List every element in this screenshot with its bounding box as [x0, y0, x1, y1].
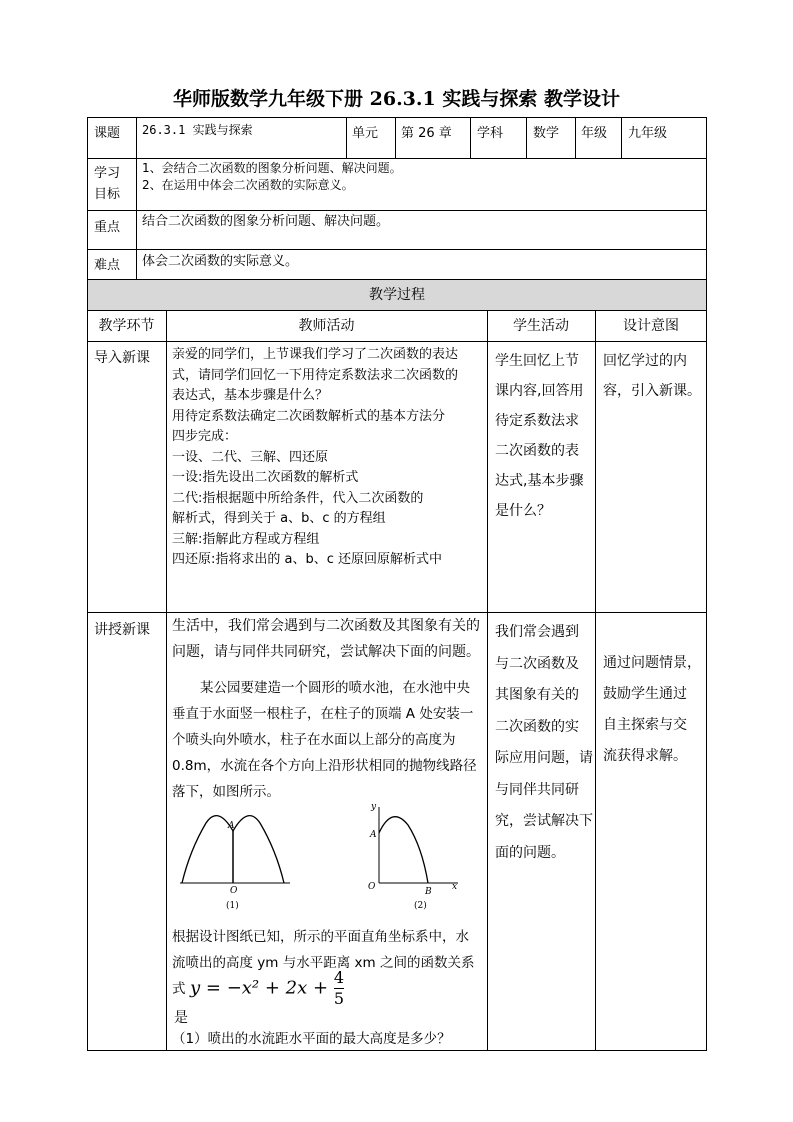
text-line: 二次函数的实: [495, 718, 579, 735]
row1-student: [495, 346, 593, 526]
text-line: 生活中，我们常会遇到与二次函数及其图象有关的: [172, 618, 480, 634]
table-border: [87, 279, 707, 280]
text-line: 流获得求解。: [603, 748, 687, 764]
text-line: 四步完成：: [172, 429, 238, 444]
origin-label: O: [368, 882, 376, 892]
point-a-label: A: [370, 830, 377, 840]
table-border: [87, 341, 707, 342]
table-border: [87, 249, 707, 250]
formula-main: y = −x² + 2x +: [190, 977, 334, 999]
text-line: 鼓励学生通过: [603, 686, 687, 702]
row2-problem: [172, 675, 486, 805]
formula-fraction: [334, 968, 344, 1009]
table-border: [87, 1050, 707, 1051]
subject-value: 数学: [533, 126, 560, 141]
row1-teacher: [172, 345, 486, 571]
row1-stage: 导入新课: [94, 350, 150, 366]
right-parabola: [233, 816, 284, 883]
difficulty-label: 难点: [94, 258, 121, 273]
grade-value: 九年级: [628, 126, 668, 141]
text-line: 二代:指根据题中所给条件，代入二次函数的: [172, 490, 424, 506]
left-parabola: [182, 816, 233, 883]
text-line: 自主探索与交: [603, 717, 687, 733]
text-line: 究，尝试解决下: [495, 813, 593, 829]
text-line: 三解:指解此方程或方程组: [172, 531, 320, 547]
col-student: 学生活动: [513, 318, 569, 334]
page-title: 华师版数学九年级下册 26.3.1 实践与探索 教学设计: [173, 88, 620, 110]
text-line: 用待定系数法确定二次函数解析式的基本方法分: [172, 408, 446, 424]
text-line: 容，引入新课。: [603, 383, 701, 399]
table-border: [87, 210, 707, 211]
table-border: [526, 117, 527, 158]
formula-denominator: 5: [333, 989, 344, 1008]
table-border: [487, 310, 488, 1051]
text-line: 其图象有关的: [495, 687, 579, 703]
table-border: [395, 117, 396, 158]
topic-value: 26.3.1 实践与探索: [142, 123, 253, 137]
text-line: 一设:指先设出二次函数的解析式: [172, 470, 359, 485]
point-b-label: B: [425, 887, 432, 897]
table-border: [470, 117, 471, 158]
point-a-label: A: [228, 821, 235, 831]
row1-intent: [603, 346, 705, 406]
table-border: [87, 117, 88, 1051]
col-intent: 设计意图: [623, 318, 679, 334]
row2-stage: 讲授新课: [94, 622, 150, 638]
process-title: 教学过程: [369, 287, 425, 303]
point-o-label: O: [230, 886, 238, 896]
fountain-figure: [170, 795, 480, 920]
text-line: 落下，如图所示。: [172, 784, 280, 800]
text-line: 某公园要建造一个圆形的喷水池，在水池中央: [200, 680, 470, 696]
text-line: 达式,基本步骤: [495, 473, 584, 489]
text-line: 回忆学过的内: [603, 353, 687, 369]
caption-2: (2): [414, 901, 427, 911]
text-line: 问题，请与同伴共同研究，尝试解决下面的问题。: [172, 644, 480, 660]
text-line: 一设、二代、三解、四还原: [172, 449, 329, 465]
text-line: 学生回忆上节: [495, 353, 579, 369]
row2-student: [495, 617, 593, 869]
row2-intro: [172, 613, 486, 665]
table-border: [575, 117, 576, 158]
goals-label-line: 目标: [94, 187, 121, 202]
text-line: 式，请同学们回忆一下用待定系数法求二次函数的: [172, 367, 459, 383]
table-border: [621, 117, 622, 158]
text-line: 与同伴共同研: [495, 781, 579, 798]
text-line: 课内容,回答用: [495, 383, 584, 399]
y-label: y: [371, 802, 377, 812]
parabola: [379, 817, 428, 883]
text-line: 0.8m，水流在各个方向上沿形状相同的抛物线路径: [172, 758, 477, 774]
text-line: 四还原:指将求出的 a、b、c 还原回原解析式中: [172, 552, 443, 567]
caption-1: (1): [226, 901, 239, 911]
text-line: 表达式，基本步骤是什么？: [172, 388, 329, 403]
text-line: 二次函数的表: [495, 443, 579, 459]
unit-label: 单元: [352, 126, 379, 141]
table-border: [166, 310, 167, 1051]
row2-intent: [603, 648, 705, 772]
subject-label: 学科: [477, 126, 504, 141]
text-line: 我们常会遇到: [495, 624, 579, 640]
table-border: [595, 310, 596, 1051]
text-line: 通过问题情景，: [603, 655, 701, 671]
text-line: 面的问题。: [495, 844, 565, 861]
text-line: 垂直于水面竖一根柱子，在柱子的顶端 A 处安装一: [172, 706, 474, 722]
col-stage: 教学环节: [98, 318, 155, 334]
key-value: 结合二次函数的图象分析问题、解决问题。: [142, 214, 390, 229]
col-teacher: 教师活动: [298, 318, 355, 334]
formula-numerator: 4: [333, 968, 344, 987]
goal-item: 1、会结合二次函数的图象分析问题、解决问题。: [142, 161, 402, 175]
goals-value: [142, 160, 702, 194]
formula-suffix: 是: [174, 1010, 188, 1026]
topic-label: 课题: [94, 126, 121, 141]
text-line: 解析式，得到关于 a、b、c 的方程组: [172, 511, 386, 526]
table-border: [87, 117, 707, 118]
goals-label-line: 学习: [94, 166, 121, 181]
goal-item: 2、在运用中体会二次函数的实际意义。: [142, 178, 354, 192]
unit-value: 第 26 章: [401, 126, 452, 141]
text-line: 根据设计图纸已知，所示的平面直角坐标系中，水: [172, 929, 469, 945]
text-line: 是什么？: [495, 503, 551, 519]
text-line: 与二次函数及: [495, 655, 579, 672]
difficulty-value: 体会二次函数的实际意义。: [142, 254, 299, 269]
question-1: （1）喷出的水流距水平面的最大高度是多少？: [172, 1031, 451, 1047]
text-line: 亲爱的同学们，上节课我们学习了二次函数的表达: [172, 347, 459, 362]
table-border: [136, 117, 137, 279]
text-line: 流喷出的高度 ym 与水平距离 xm 之间的函数关系式: [172, 955, 475, 997]
table-border: [87, 158, 707, 159]
goals-label: [94, 163, 134, 205]
grade-label: 年级: [581, 126, 608, 141]
x-label: x: [452, 882, 458, 892]
table-border: [346, 117, 347, 158]
text-line: 际应用问题，请: [495, 750, 593, 766]
table-border: [706, 117, 707, 1051]
function-formula: [190, 968, 344, 1009]
table-border: [87, 310, 707, 311]
key-label: 重点: [94, 220, 121, 235]
text-line: 待定系数法求: [495, 413, 579, 429]
text-line: 个喷头向外喷水，柱子在水面以上部分的高度为: [172, 732, 456, 748]
